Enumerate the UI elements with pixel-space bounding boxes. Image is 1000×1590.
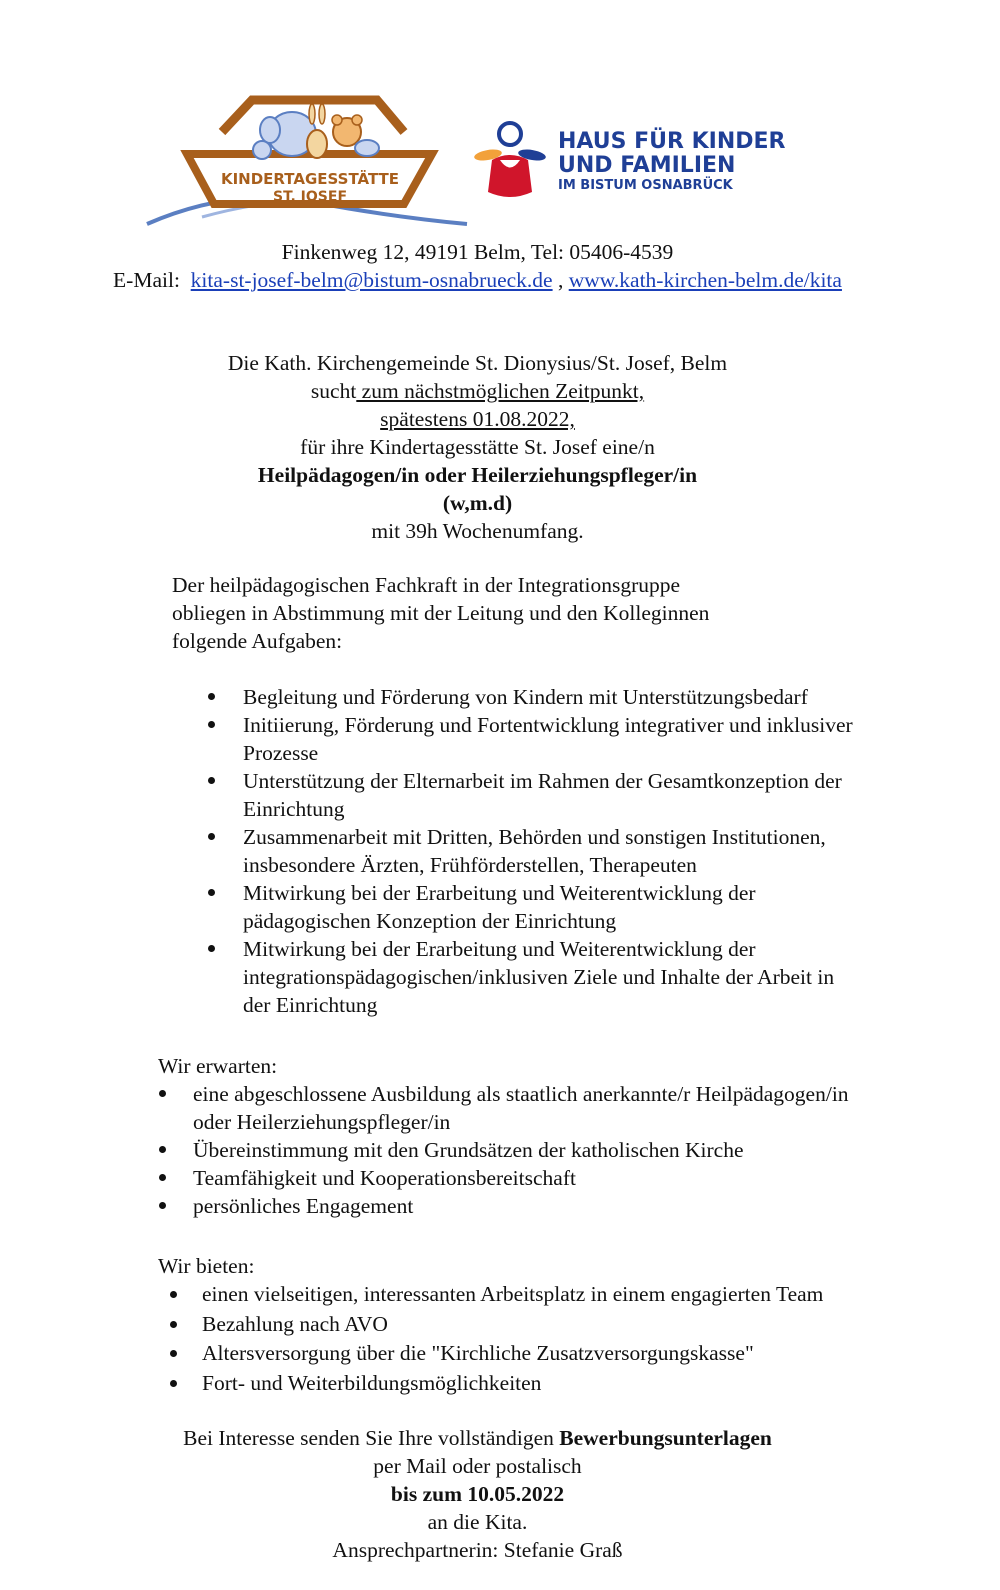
expect-text: eine abgeschlossene Ausbildung als staatlich anerkannte/r Heilpädagogen/in	[193, 1082, 849, 1106]
bullet-icon	[170, 1321, 177, 1328]
closing-line1	[0, 1424, 955, 1452]
offer-text: einen vielseitigen, interessanten Arbeitsplatz in einem engagierten Team	[202, 1282, 824, 1306]
expect-list	[193, 1080, 963, 1220]
intro-block	[0, 349, 955, 545]
position-title: Heilpädagogen/in oder Heilerziehungspfleger/in	[257, 463, 698, 487]
kita-logo-line2: ST. JOSEF	[272, 189, 348, 205]
closing-line4: an die Kita.	[427, 1510, 528, 1534]
task-text-cont: integrationspädagogischen/inklusiven Ziele und Inhalte der Arbeit in	[243, 965, 835, 989]
expect-text: Übereinstimmung mit den Grundsätzen der katholischen Kirche	[193, 1138, 744, 1162]
bullet-icon	[159, 1174, 166, 1181]
tasks-intro-line1: Der heilpädagogischen Fachkraft in der Integrationsgruppe	[172, 573, 681, 597]
list-item	[193, 1192, 963, 1220]
intro-line2-date: zum nächstmöglichen Zeitpunkt,	[356, 379, 645, 403]
offer-text: Altersversorgung über die "Kirchliche Zusatzversorgungskasse"	[202, 1341, 754, 1365]
list-item	[243, 879, 963, 935]
intro-line2	[0, 377, 955, 405]
task-text: Mitwirkung bei der Erarbeitung und Weiterentwicklung der	[243, 881, 756, 905]
task-text-cont: Einrichtung	[243, 797, 345, 821]
haus-fuer-kinder-logo	[470, 120, 830, 206]
bullet-icon	[170, 1380, 177, 1387]
task-text: Mitwirkung bei der Erarbeitung und Weiterentwicklung der	[243, 937, 756, 961]
address: Finkenweg 12, 49191 Belm, Tel: 05406-4539	[281, 240, 674, 264]
bullet-icon	[159, 1146, 166, 1153]
tasks-intro	[172, 571, 952, 655]
expect-text: persönliches Engagement	[193, 1194, 414, 1218]
offer-text: Fort- und Weiterbildungsmöglichkeiten	[202, 1370, 542, 1395]
tasks-list	[243, 683, 963, 1019]
contact-person: Ansprechpartnerin: Stefanie Graß	[332, 1538, 623, 1562]
offer-list	[202, 1280, 962, 1398]
expect-heading: Wir erwarten:	[158, 1054, 278, 1078]
bullet-icon	[208, 945, 215, 952]
offer-text: Bezahlung nach AVO	[202, 1311, 388, 1336]
deadline: bis zum 10.05.2022	[390, 1482, 565, 1506]
task-text-cont: Prozesse	[243, 741, 319, 765]
bullet-icon	[170, 1291, 177, 1298]
kita-st-josef-logo	[142, 92, 472, 232]
list-item	[243, 935, 963, 1019]
list-item	[202, 1339, 962, 1369]
hfk-logo-line1: HAUS FÜR KINDER	[558, 129, 786, 154]
closing-line1-text: Bei Interesse senden Sie Ihre vollständigen	[183, 1426, 560, 1450]
list-item	[193, 1136, 963, 1164]
bullet-icon	[159, 1202, 166, 1209]
bullet-icon	[208, 833, 215, 840]
address-line	[0, 238, 955, 266]
list-item	[193, 1080, 963, 1136]
list-item	[243, 683, 963, 711]
bullet-icon	[208, 889, 215, 896]
email-link[interactable]: kita-st-josef-belm@bistum-osnabrueck.de	[190, 268, 553, 292]
position-hours: mit 39h Wochenumfang.	[371, 519, 584, 543]
tasks-intro-line2: obliegen in Abstimmung mit der Leitung und den Kolleginnen	[172, 601, 710, 625]
intro-line1: Die Kath. Kirchengemeinde St. Dionysius/St. Josef, Belm	[227, 351, 728, 375]
task-text-cont: pädagogischen Konzeption der Einrichtung	[243, 909, 617, 933]
offer-heading: Wir bieten:	[158, 1254, 255, 1278]
intro-line4: für ihre Kindertagesstätte St. Josef eine/n	[300, 435, 655, 459]
closing-line1-bold: Bewerbungsunterlagen	[559, 1426, 772, 1450]
website-link[interactable]: www.kath-kirchen-belm.de/kita	[568, 268, 842, 292]
closing-block	[0, 1424, 955, 1564]
task-text: Unterstützung der Elternarbeit im Rahmen der Gesamtkonzeption der	[243, 769, 842, 793]
position-gender: (w,m.d)	[442, 491, 513, 515]
list-item	[243, 823, 963, 879]
list-item	[243, 711, 963, 767]
expect-text-cont: oder Heilerziehungspfleger/in	[193, 1110, 451, 1134]
bullet-icon	[159, 1090, 166, 1097]
intro-line2-prefix: sucht	[310, 379, 357, 403]
task-text: Zusammenarbeit mit Dritten, Behörden und sonstigen Institutionen,	[243, 825, 826, 849]
hfk-logo-line3: IM BISTUM OSNABRÜCK	[558, 178, 733, 193]
closing-line2: per Mail oder postalisch	[373, 1454, 582, 1478]
task-text-cont: der Einrichtung	[243, 993, 378, 1017]
bullet-icon	[208, 693, 215, 700]
hfk-logo-line2: UND FAMILIEN	[558, 153, 736, 178]
task-text-cont: insbesondere Ärzten, Frühförderstellen, Therapeuten	[243, 853, 697, 877]
task-text: Initiierung, Förderung und Fortentwicklung integrativer und inklusiver	[243, 713, 853, 737]
email-label: E-Mail:	[113, 268, 180, 292]
contact-line	[0, 266, 955, 294]
task-text: Begleitung und Förderung von Kindern mit Unterstützungsbedarf	[243, 685, 808, 709]
bullet-icon	[208, 721, 215, 728]
kita-logo-line1: KINDERTAGESSTÄTTE	[220, 170, 400, 188]
list-item	[202, 1369, 962, 1399]
contact-separator: ,	[557, 268, 564, 292]
list-item	[202, 1280, 962, 1310]
list-item	[193, 1164, 963, 1192]
list-item	[202, 1310, 962, 1340]
list-item	[243, 767, 963, 823]
expect-text: Teamfähigkeit und Kooperationsbereitschaft	[193, 1166, 576, 1190]
tasks-intro-line3: folgende Aufgaben:	[172, 629, 343, 653]
intro-line3: spätestens 01.08.2022,	[380, 407, 575, 431]
bullet-icon	[170, 1350, 177, 1357]
bullet-icon	[208, 777, 215, 784]
